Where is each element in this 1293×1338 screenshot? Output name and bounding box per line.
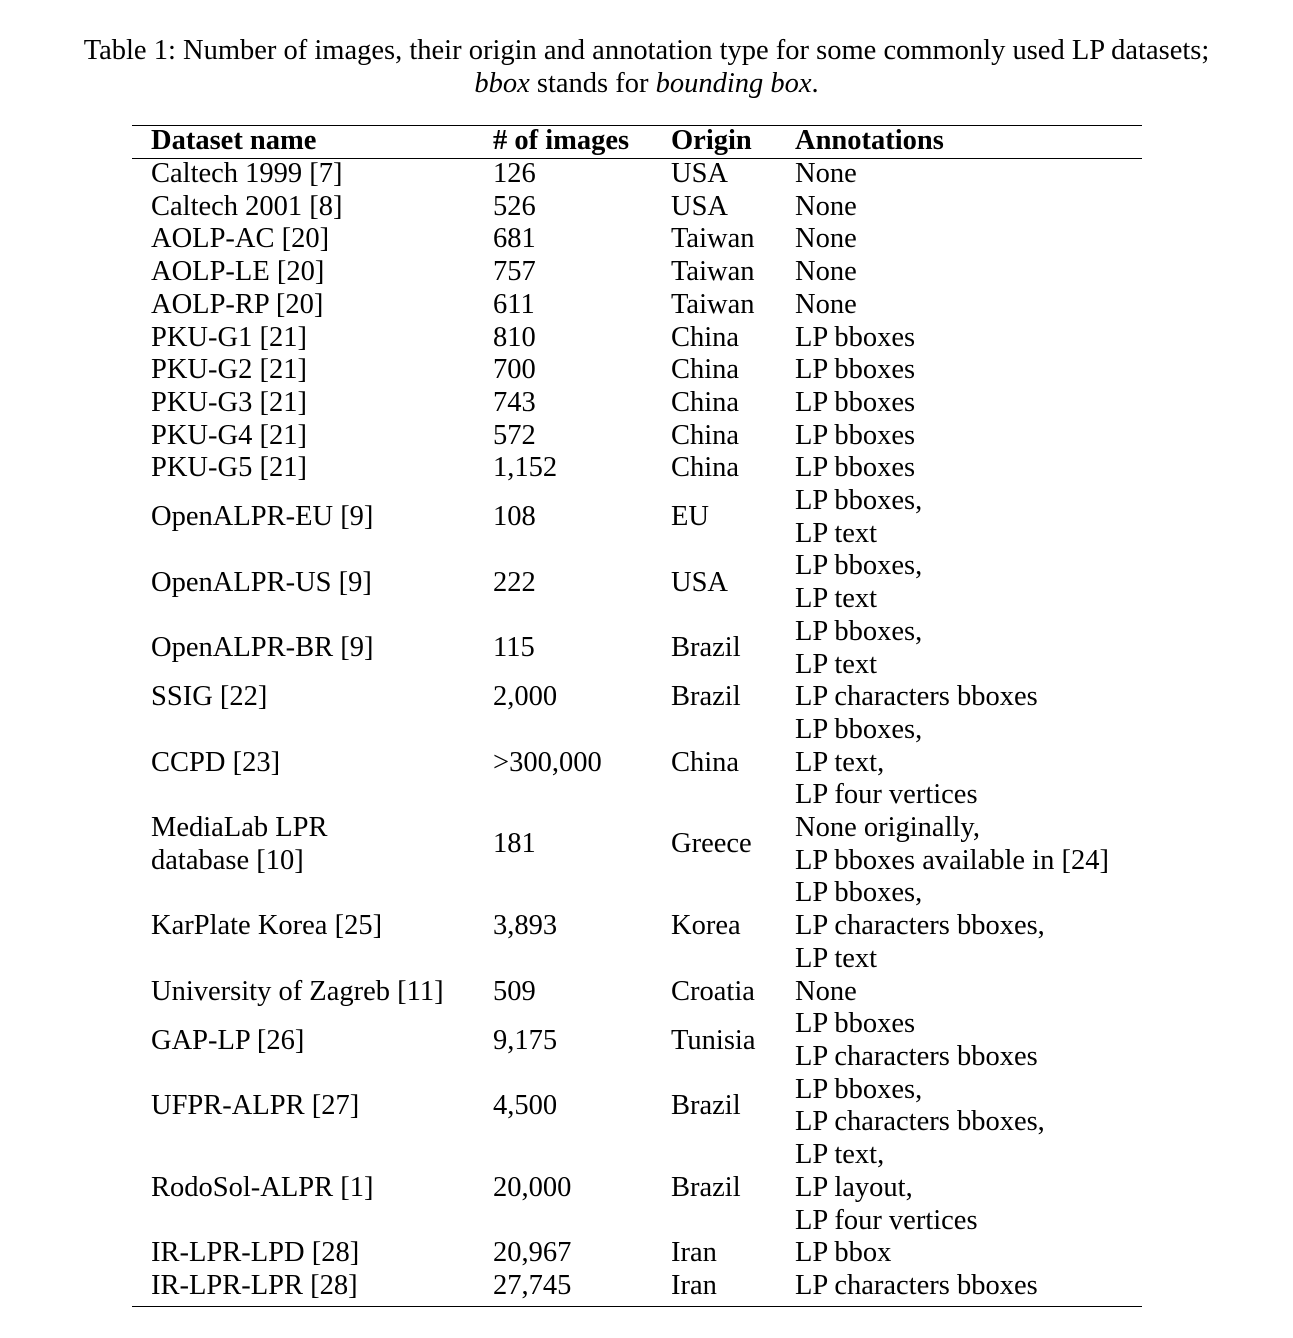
annotations-cell-line: LP text [795,648,878,680]
dataset-name-cell-line: OpenALPR-EU [9] [151,501,374,533]
table-row [132,812,1142,877]
bottom-rule [132,1306,1142,1307]
dataset-name-cell [132,256,493,289]
table-row [132,877,1142,975]
dataset-name-cell [132,387,493,420]
annotations-cell-line: LP characters bboxes [795,681,1038,713]
dataset-name-cell-line: SSIG [22] [151,681,268,713]
dataset-name-cell [132,877,493,975]
num-images-cell: 509 [493,975,536,1007]
annotations-cell-line: LP text [795,517,878,549]
annotations-cell [795,714,1142,812]
num-images-cell: 20,000 [493,1171,572,1203]
dataset-name-cell [132,191,493,224]
annotations-cell-line: None [795,158,857,189]
table-row [132,1008,1142,1073]
header-num-images: # of images [493,125,630,156]
annotations-cell-line: LP layout, [795,1171,913,1203]
header-rule [132,158,1142,159]
annotations-cell [795,877,1142,975]
origin-cell: USA [671,190,729,222]
table-row [132,420,1142,453]
dataset-name-cell-line: GAP-LP [26] [151,1024,305,1056]
caption-middle: stands for [529,68,656,99]
annotations-cell-line: LP four vertices [795,1204,978,1236]
annotations-cell-line: LP bboxes [795,452,916,484]
num-images-cell: 810 [493,321,536,353]
caption-term-bounding-box: bounding box [655,68,812,99]
annotations-cell [795,387,1142,420]
dataset-name-cell [132,681,493,714]
annotations-cell [795,1270,1142,1303]
dataset-name-cell [132,1074,493,1139]
annotations-cell-line: LP bboxes, [795,877,923,909]
num-images-cell: 9,175 [493,1024,558,1056]
dataset-name-cell [132,1008,493,1073]
dataset-name-cell [132,1270,493,1303]
num-images-cell: 700 [493,354,536,386]
dataset-name-cell-line: UFPR-ALPR [27] [151,1090,360,1122]
table-row [132,191,1142,224]
annotations-cell-line: LP bboxes [795,1008,916,1040]
origin-cell: China [671,321,740,353]
origin-cell: Greece [671,828,752,860]
top-rule [132,125,1142,126]
annotations-cell [795,256,1142,289]
num-images-cell: 3,893 [493,910,558,942]
origin-cell: Tunisia [671,1024,756,1056]
annotations-cell-line: LP characters bboxes, [795,1106,1045,1138]
table-row [132,1237,1142,1270]
annotations-cell-line: LP text [795,942,878,974]
header-annotations: Annotations [795,125,944,156]
table-row [132,322,1142,355]
annotations-cell [795,289,1142,322]
dataset-name-cell [132,714,493,812]
num-images-cell: 2,000 [493,681,558,713]
annotations-cell [795,976,1142,1009]
num-images-cell: 681 [493,223,536,255]
annotations-cell-line: LP text, [795,746,885,778]
origin-cell: Iran [671,1269,717,1301]
origin-cell: China [671,386,740,418]
dataset-name-cell-line: PKU-G1 [21] [151,321,307,353]
table-body [132,158,1142,1303]
header-row [132,125,1142,158]
origin-cell: China [671,354,740,386]
annotations-cell-line: None [795,975,857,1007]
annotations-cell-line: LP bboxes, [795,713,923,745]
origin-cell: China [671,419,740,451]
table-row [132,616,1142,681]
table-row [132,452,1142,485]
dataset-name-cell-line: AOLP-LE [20] [151,256,325,288]
annotations-cell-line: None [795,256,857,288]
annotations-cell-line: None originally, [795,812,980,844]
num-images-cell: 757 [493,256,536,288]
annotations-cell-line: None [795,223,857,255]
table-row [132,158,1142,191]
annotations-cell [795,420,1142,453]
annotations-cell [795,191,1142,224]
table-row [132,1270,1142,1303]
dataset-name-cell [132,420,493,453]
annotations-cell-line: LP bboxes [795,419,916,451]
dataset-name-cell-line: PKU-G3 [21] [151,386,307,418]
caption-line-2 [0,67,1293,100]
table-row [132,354,1142,387]
dataset-name-cell-line: PKU-G5 [21] [151,452,307,484]
annotations-cell [795,223,1142,256]
annotations-cell [795,452,1142,485]
annotations-cell-line: LP text [795,583,878,615]
table-row [132,976,1142,1009]
dataset-name-cell [132,158,493,191]
dataset-name-cell [132,1237,493,1270]
annotations-cell-line: LP bboxes, [795,1073,923,1105]
num-images-cell: 526 [493,190,536,222]
dataset-name-cell-line: IR-LPR-LPR [28] [151,1269,358,1301]
annotations-cell [795,1008,1142,1073]
dataset-name-cell [132,223,493,256]
num-images-cell: 743 [493,386,536,418]
table-row [132,289,1142,322]
caption-term-bbox: bbox [474,68,530,99]
annotations-cell-line: LP bboxes [795,354,916,386]
table-caption [0,34,1293,100]
dataset-name-cell [132,322,493,355]
annotations-cell [795,1139,1142,1237]
dataset-name-cell [132,616,493,681]
origin-cell: Korea [671,910,741,942]
origin-cell: Croatia [671,975,755,1007]
annotations-cell-line: LP text, [795,1139,885,1171]
annotations-cell-line: LP characters bboxes [795,1040,1038,1072]
header-dataset-name: Dataset name [151,125,317,156]
annotations-cell [795,812,1142,877]
annotations-cell [795,158,1142,191]
num-images-cell: 126 [493,158,536,189]
num-images-cell: 222 [493,566,536,598]
dataset-name-cell-line: database [10] [151,844,304,876]
annotations-cell-line: LP characters bboxes [795,1269,1038,1301]
dataset-name-cell [132,485,493,550]
caption-suffix: . [811,68,819,99]
table-row [132,550,1142,615]
table-row [132,1139,1142,1237]
annotations-cell-line: LP bboxes available in [24] [795,844,1109,876]
annotations-cell [795,616,1142,681]
origin-cell: Brazil [671,1171,741,1203]
dataset-name-cell-line: CCPD [23] [151,746,281,778]
num-images-cell: 4,500 [493,1090,558,1122]
num-images-cell: 108 [493,501,536,533]
origin-cell: Taiwan [671,288,755,320]
dataset-name-cell-line: Caltech 1999 [7] [151,158,343,189]
dataset-name-cell-line: RodoSol-ALPR [1] [151,1171,374,1203]
dataset-name-cell-line: AOLP-AC [20] [151,223,330,255]
table-row [132,387,1142,420]
annotations-cell [795,1237,1142,1270]
origin-cell: EU [671,501,709,533]
dataset-name-cell [132,976,493,1009]
origin-cell: China [671,746,740,778]
origin-cell: Taiwan [671,256,755,288]
dataset-name-cell-line: OpenALPR-US [9] [151,566,372,598]
origin-cell: USA [671,566,729,598]
origin-cell: Taiwan [671,223,755,255]
origin-cell: Iran [671,1237,717,1269]
annotations-cell-line: LP bboxes, [795,485,923,517]
annotations-cell-line: LP bboxes [795,386,916,418]
num-images-cell: >300,000 [493,746,602,778]
dataset-name-cell-line: University of Zagreb [11] [151,975,444,1007]
origin-cell: China [671,452,740,484]
annotations-cell [795,354,1142,387]
annotations-cell-line: LP bboxes, [795,615,923,647]
annotations-cell-line: None [795,288,857,320]
table-row [132,714,1142,812]
dataset-name-cell-line: PKU-G4 [21] [151,419,307,451]
caption-line-1: Table 1: Number of images, their origin and annotation type for some commonly used LP datasets; [83,35,1210,66]
annotations-cell-line: LP bboxes, [795,550,923,582]
dataset-name-cell-line: IR-LPR-LPD [28] [151,1237,360,1269]
dataset-name-cell-line: KarPlate Korea [25] [151,910,383,942]
annotations-cell [795,681,1142,714]
annotations-cell-line: None [795,190,857,222]
table-row [132,256,1142,289]
table-row [132,1074,1142,1139]
dataset-name-cell-line: PKU-G2 [21] [151,354,307,386]
num-images-cell: 27,745 [493,1269,572,1301]
dataset-name-cell [132,1139,493,1237]
dataset-name-cell [132,550,493,615]
annotations-cell-line: LP bboxes [795,321,916,353]
annotations-cell [795,1074,1142,1139]
dataset-name-cell-line: MediaLab LPR [151,812,328,844]
num-images-cell: 181 [493,828,536,860]
dataset-name-cell [132,289,493,322]
annotations-cell-line: LP bbox [795,1237,892,1269]
table-row [132,223,1142,256]
table-header [132,125,1142,158]
num-images-cell: 115 [493,632,535,664]
num-images-cell: 1,152 [493,452,558,484]
origin-cell: Brazil [671,632,741,664]
table-row [132,485,1142,550]
annotations-cell-line: LP four vertices [795,779,978,811]
dataset-name-cell [132,812,493,877]
num-images-cell: 611 [493,288,535,320]
num-images-cell: 20,967 [493,1237,572,1269]
dataset-table [132,125,1142,1303]
table-row [132,681,1142,714]
annotations-cell [795,485,1142,550]
dataset-name-cell-line: AOLP-RP [20] [151,288,324,320]
origin-cell: USA [671,158,729,189]
header-origin: Origin [671,125,752,156]
origin-cell: Brazil [671,681,741,713]
annotations-cell [795,550,1142,615]
dataset-name-cell [132,354,493,387]
annotations-cell-line: LP characters bboxes, [795,910,1045,942]
annotations-cell [795,322,1142,355]
origin-cell: Brazil [671,1090,741,1122]
dataset-name-cell [132,452,493,485]
num-images-cell: 572 [493,419,536,451]
dataset-name-cell-line: Caltech 2001 [8] [151,190,343,222]
dataset-name-cell-line: OpenALPR-BR [9] [151,632,374,664]
